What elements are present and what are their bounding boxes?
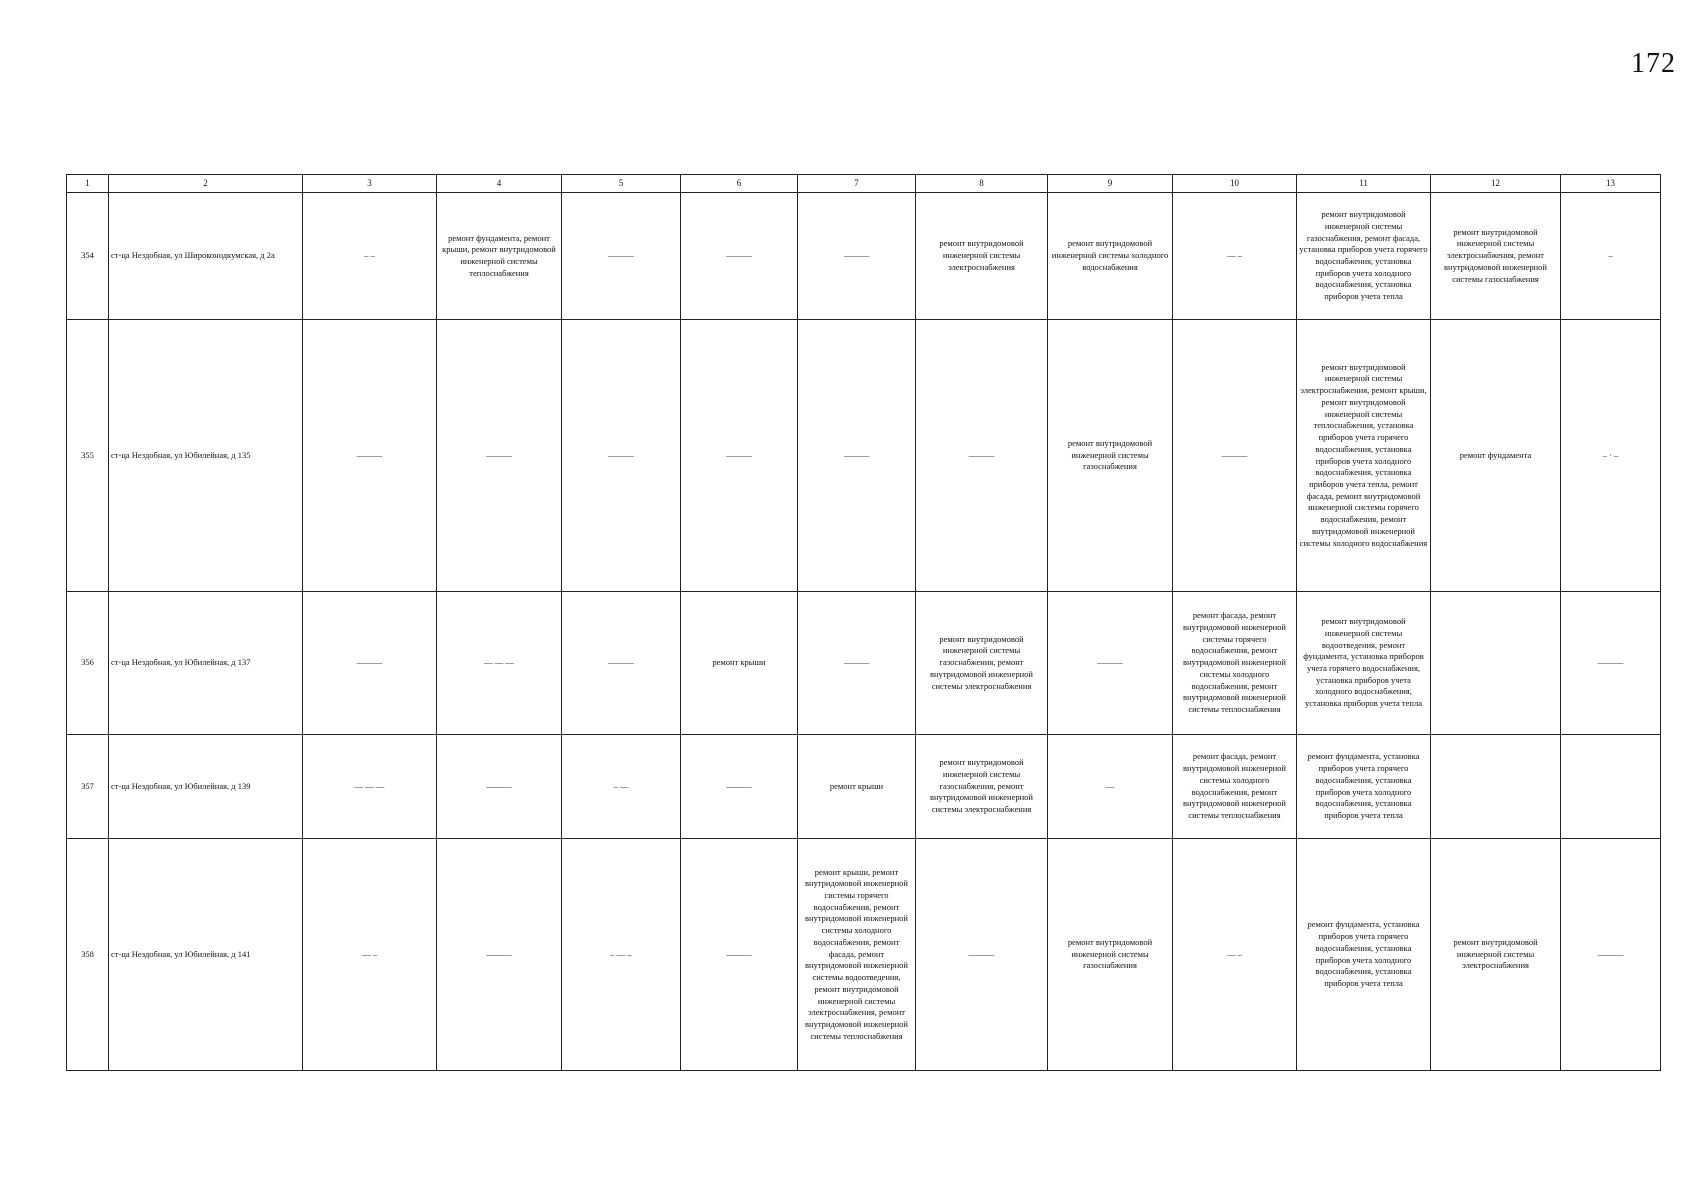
column-header: 1 xyxy=(67,175,109,193)
table-cell: ——— xyxy=(303,592,437,735)
column-number-row xyxy=(67,175,1661,193)
table-cell: ——— xyxy=(681,839,798,1071)
table-cell: ремонт внутридомовой инженерной системы газоснабжения, ремонт внутридомовой инженерной системы электроснабжения xyxy=(916,735,1048,839)
table-cell: ремонт фундамента xyxy=(1431,320,1561,592)
table-cell: ——— xyxy=(437,320,562,592)
page-number: 172 xyxy=(1631,48,1676,79)
table-cell: ——— xyxy=(562,193,681,320)
row-number-cell: 354 xyxy=(67,193,109,320)
table-cell: ——— xyxy=(437,735,562,839)
table-cell: ——— xyxy=(303,320,437,592)
column-header: 3 xyxy=(303,175,437,193)
table-row xyxy=(67,839,1661,1071)
table-cell: ремонт внутридомовой инженерной системы холодного водоснабжения xyxy=(1048,193,1173,320)
address-cell: ст-ца Нездобная, ул Юбилейная, д 137 xyxy=(109,592,303,735)
table-cell: ——— xyxy=(916,320,1048,592)
table-cell: ——— xyxy=(798,592,916,735)
table-cell: — — — xyxy=(437,592,562,735)
table-cell: ——— xyxy=(1561,592,1661,735)
table-cell: ——— xyxy=(1173,320,1297,592)
row-number-cell: 355 xyxy=(67,320,109,592)
address-cell: ст-ца Нездобная, ул Юбилейная, д 141 xyxy=(109,839,303,1071)
table-cell: ——— xyxy=(916,839,1048,1071)
table-cell: ремонт внутридомовой инженерной системы водоотведения, ремонт фундамента, установка приборов учета горячего водоснабжения, установка приборов учета холодного водоснабжения, установка приборов учета тепла xyxy=(1297,592,1431,735)
row-number-cell: 358 xyxy=(67,839,109,1071)
table-cell: ——— xyxy=(681,320,798,592)
column-header: 10 xyxy=(1173,175,1297,193)
table-cell: ——— xyxy=(681,735,798,839)
table-row xyxy=(67,592,1661,735)
table-cell: — — — xyxy=(303,735,437,839)
table-cell: ——— xyxy=(1561,839,1661,1071)
table-cell xyxy=(1431,735,1561,839)
table-cell: ремонт фасада, ремонт внутридомовой инженерной системы горячего водоснабжения, ремонт внутридомовой инженерной системы холодного водоснабжения, ремонт внутридомовой инженерной системы теплоснабжения xyxy=(1173,592,1297,735)
table-cell: – · – xyxy=(1561,320,1661,592)
table-cell: ——— xyxy=(798,320,916,592)
table-cell: ремонт крыши xyxy=(798,735,916,839)
table-row xyxy=(67,735,1661,839)
table-cell: ремонт внутридомовой инженерной системы электроснабжения, ремонт крыши, ремонт внутридомовой инженерной системы теплоснабжения, установка приборов учета горячего водоснабжения, установка приборов учета холодного водоснабжения, установка приборов учета тепла, ремонт фасада, ремонт внутридомовой инженерной системы горячего водоснабжения, ремонт внутридомовой инженерной системы холодного водоснабжения xyxy=(1297,320,1431,592)
table-cell: ремонт фасада, ремонт внутридомовой инженерной системы холодного водоснабжения, ремонт внутридомовой инженерной системы теплоснабжения xyxy=(1173,735,1297,839)
table-cell: ремонт внутридомовой инженерной системы электроснабжения xyxy=(1431,839,1561,1071)
table-cell: ремонт внутридомовой инженерной системы электроснабжения, ремонт внутридомовой инженерной системы газоснабжения xyxy=(1431,193,1561,320)
column-header: 11 xyxy=(1297,175,1431,193)
address-cell: ст-ца Нездобная, ул Широконодкумская, д 2а xyxy=(109,193,303,320)
table-cell: ——— xyxy=(562,320,681,592)
table-cell: ремонт фундамента, ремонт крыши, ремонт внутридомовой инженерной системы теплоснабжения xyxy=(437,193,562,320)
table-cell: ——— xyxy=(681,193,798,320)
table-cell: – – xyxy=(303,193,437,320)
column-header: 5 xyxy=(562,175,681,193)
table-cell: ремонт внутридомовой инженерной системы газоснабжения, ремонт фасада, установка приборов учета горячего водоснабжения, установка приборов учета холодного водоснабжения, установка приборов учета тепла xyxy=(1297,193,1431,320)
column-header: 2 xyxy=(109,175,303,193)
table-cell: ремонт внутридомовой инженерной системы газоснабжения xyxy=(1048,320,1173,592)
address-cell: ст-ца Нездобная, ул Юбилейная, д 135 xyxy=(109,320,303,592)
table-cell: – — xyxy=(562,735,681,839)
table-row xyxy=(67,320,1661,592)
table-cell: ——— xyxy=(1048,592,1173,735)
repair-schedule-table xyxy=(66,174,1661,1071)
table-cell: — xyxy=(1048,735,1173,839)
column-header: 6 xyxy=(681,175,798,193)
table-row xyxy=(67,193,1661,320)
table-cell: ремонт внутридомовой инженерной системы газоснабжения xyxy=(1048,839,1173,1071)
table-cell: – xyxy=(1561,193,1661,320)
table-cell: ——— xyxy=(798,193,916,320)
column-header: 13 xyxy=(1561,175,1661,193)
table-cell: ремонт внутридомовой инженерной системы газоснабжения, ремонт внутридомовой инженерной системы электроснабжения xyxy=(916,592,1048,735)
table-cell: ——— xyxy=(562,592,681,735)
column-header: 12 xyxy=(1431,175,1561,193)
table-cell: ремонт крыши xyxy=(681,592,798,735)
table-cell: ремонт фундамента, установка приборов учета горячего водоснабжения, установка приборов учета холодного водоснабжения, установка приборов учета тепла xyxy=(1297,839,1431,1071)
table-cell: ——— xyxy=(437,839,562,1071)
table-cell: ремонт внутридомовой инженерной системы электроснабжения xyxy=(916,193,1048,320)
column-header: 9 xyxy=(1048,175,1173,193)
table-cell xyxy=(1431,592,1561,735)
column-header: 8 xyxy=(916,175,1048,193)
row-number-cell: 356 xyxy=(67,592,109,735)
table-cell: ремонт крыши, ремонт внутридомовой инженерной системы горячего водоснабжения, ремонт внутридомовой инженерной системы холодного водоснабжения, ремонт фасада, ремонт внутридомовой инженерной системы водоотведения, ремонт внутридомовой инженерной системы электроснабжения, ремонт внутридомовой инженерной системы теплоснабжения xyxy=(798,839,916,1071)
table-cell: – — – xyxy=(562,839,681,1071)
column-header: 7 xyxy=(798,175,916,193)
column-header: 4 xyxy=(437,175,562,193)
table-cell: — – xyxy=(1173,193,1297,320)
table-cell xyxy=(1561,735,1661,839)
table-cell: — – xyxy=(303,839,437,1071)
address-cell: ст-ца Нездобная, ул Юбилейная, д 139 xyxy=(109,735,303,839)
row-number-cell: 357 xyxy=(67,735,109,839)
table-cell: ремонт фундамента, установка приборов учета горячего водоснабжения, установка приборов учета холодного водоснабжения, установка приборов учета тепла xyxy=(1297,735,1431,839)
table-cell: — – xyxy=(1173,839,1297,1071)
